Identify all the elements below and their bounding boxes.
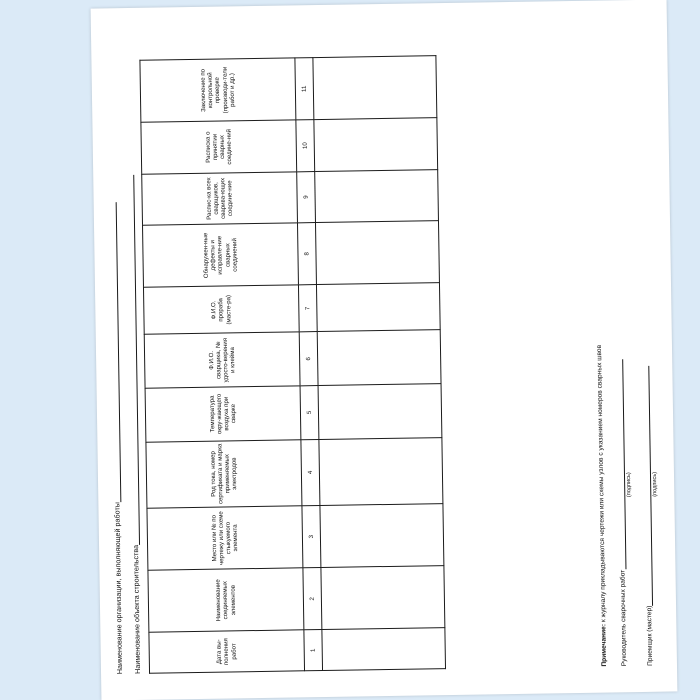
footer-note-text: к журналу прикладываются чертежи или схемы узлов с указанием номеров сварных швов <box>595 344 608 623</box>
cell-date[interactable] <box>322 628 446 671</box>
column-number-9: 9 <box>297 171 316 223</box>
signature-row-acceptor <box>640 366 654 666</box>
column-number-2: 2 <box>303 568 322 630</box>
header-fill-line-object <box>125 175 140 545</box>
cell-acceptance-signature[interactable] <box>314 118 438 171</box>
signature-line-acceptor[interactable] <box>640 366 653 606</box>
cell-foreman[interactable] <box>316 283 440 332</box>
column-header-elements: Наименование соединяемых элементов <box>148 568 304 633</box>
column-number-6: 6 <box>299 332 318 386</box>
form-content <box>91 0 678 700</box>
column-header-welder: Ф.И.О. сварщика, № удосто-верения и клейма <box>144 332 300 388</box>
signature-caption-acceptor: (подпись) <box>651 471 659 497</box>
column-header-electrodes: Род тока, номер сертификата и марка применяемых электродов <box>146 439 302 508</box>
column-header-control-conclusion: Заключение по контрольной проверке (производи-тели работ и др.) <box>140 58 296 123</box>
column-number-11: 11 <box>295 58 314 120</box>
signature-line-manager[interactable] <box>614 360 626 570</box>
cell-electrodes[interactable] <box>319 437 443 505</box>
column-number-4: 4 <box>301 439 320 506</box>
cell-defects[interactable] <box>315 221 439 285</box>
cell-elements[interactable] <box>321 566 445 630</box>
cell-temperature[interactable] <box>318 384 442 440</box>
cell-welder[interactable] <box>317 330 441 386</box>
signature-caption-manager: (подпись) <box>625 472 633 498</box>
signature-label-manager: Руководитель сварочных работ <box>619 569 628 667</box>
column-header-acceptance-signature: Расписка о принятии сварных соедине-ний <box>141 120 297 174</box>
header-label-organization: Наименование организации, выполняющей работы <box>112 502 125 675</box>
header-fill-line-organization <box>108 202 122 502</box>
footer-note-label: Примечание: <box>600 623 608 667</box>
column-number-5: 5 <box>300 385 319 439</box>
header-line-object <box>125 175 142 674</box>
header-label-object: Наименование объекта строительства <box>131 544 143 674</box>
column-header-location: Место или № по чертежу или схеме стыкуемого элемента <box>147 506 303 571</box>
welding-log-table <box>139 55 446 674</box>
column-number-7: 7 <box>298 285 317 332</box>
column-header-date: Дата вы-полнения работ <box>149 630 305 673</box>
cell-welder-signature[interactable] <box>315 169 439 222</box>
column-number-8: 8 <box>297 223 316 285</box>
signature-label-acceptor: Приемщик (мастер) <box>646 605 654 666</box>
paper-sheet <box>91 0 678 700</box>
signature-row-manager <box>614 360 628 667</box>
cell-control-conclusion[interactable] <box>313 56 437 120</box>
header-line-organization <box>108 202 124 674</box>
column-header-welder-signature: Распис-ка всех сварщиков, сварива-ющих соедине-ние <box>142 171 298 225</box>
column-number-3: 3 <box>302 505 321 567</box>
column-number-1: 1 <box>304 630 323 671</box>
column-header-foreman: Ф.И.О. прораба (масте-ра) <box>143 285 299 335</box>
column-header-temperature: Температура окру-жающего воздуха при сварке <box>145 386 301 442</box>
table-row <box>313 56 446 671</box>
cell-location[interactable] <box>320 504 444 568</box>
table-header-row <box>140 58 305 673</box>
column-number-10: 10 <box>296 120 315 172</box>
column-header-defects: Обнаружен-ные дефекты и исправле-ние сварных соединений <box>143 223 299 288</box>
footer-note <box>596 345 608 667</box>
